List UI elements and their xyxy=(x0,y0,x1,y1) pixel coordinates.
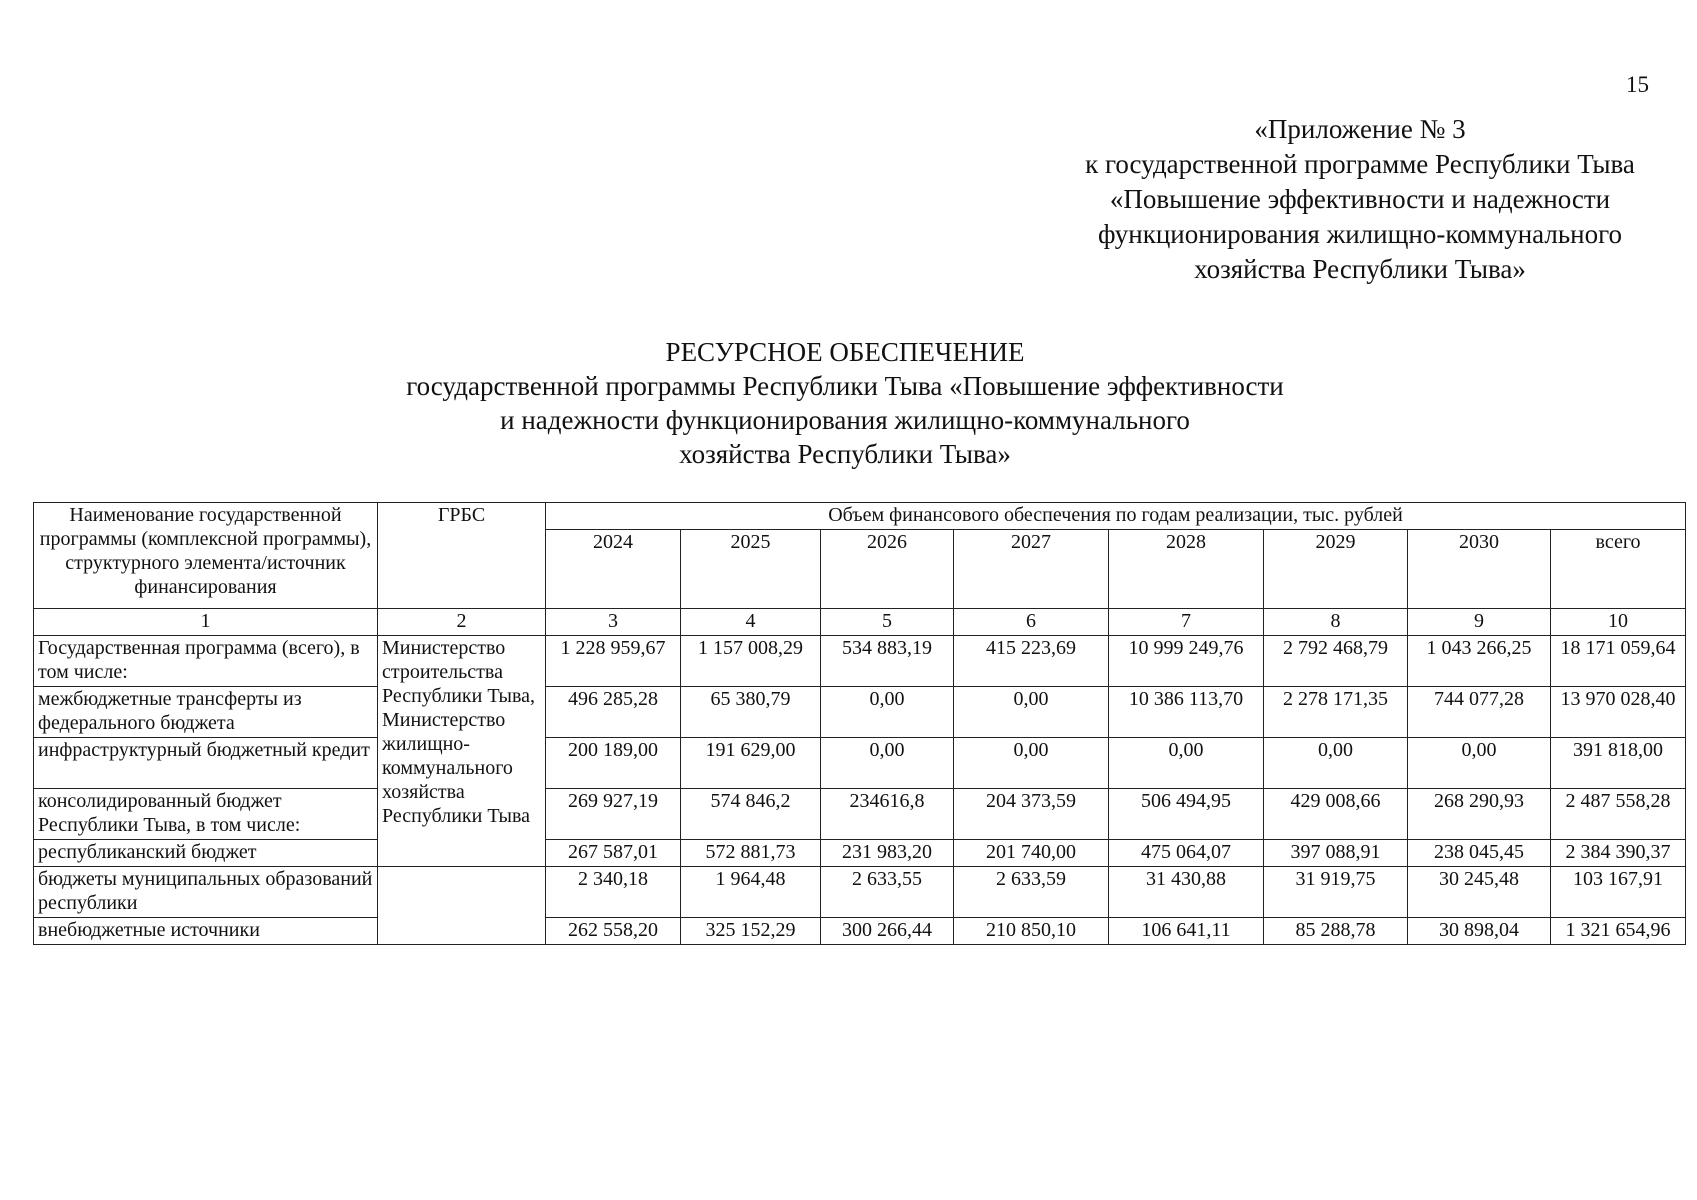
appendix-line: функционирования жилищно-коммунального xyxy=(1097,219,1623,249)
column-number: 8 xyxy=(1264,609,1408,636)
table-row xyxy=(34,636,1686,687)
value-cell: 210 850,10 xyxy=(954,918,1109,945)
column-number: 4 xyxy=(681,609,821,636)
value-cell: 262 558,20 xyxy=(546,918,681,945)
value-cell: 234616,8 xyxy=(821,789,954,840)
value-cell: 1 043 266,25 xyxy=(1408,636,1551,687)
header-name: Наименование государственной программы (комплексной программы), структурного элемента/источник финансирования xyxy=(34,503,378,609)
appendix-line: хозяйства Республики Тыва» xyxy=(1194,254,1526,284)
value-cell: 10 999 249,76 xyxy=(1109,636,1264,687)
value-cell: 31 919,75 xyxy=(1264,867,1408,918)
value-cell: 0,00 xyxy=(954,687,1109,738)
row-name: республиканский бюджет xyxy=(34,840,378,867)
value-cell: 0,00 xyxy=(954,738,1109,789)
value-cell: 267 587,01 xyxy=(546,840,681,867)
value-cell: 506 494,95 xyxy=(1109,789,1264,840)
value-cell: 2 633,59 xyxy=(954,867,1109,918)
value-cell: 429 008,66 xyxy=(1264,789,1408,840)
value-cell: 2 278 171,35 xyxy=(1264,687,1408,738)
value-cell: 238 045,45 xyxy=(1408,840,1551,867)
appendix-line: к государственной программе Республики Тыва xyxy=(1085,149,1635,179)
header-grbs: ГРБС xyxy=(378,503,546,609)
value-cell: 0,00 xyxy=(1264,738,1408,789)
title-line: хозяйства Республики Тыва» xyxy=(679,439,1011,469)
header-year: 2029 xyxy=(1264,530,1408,609)
value-cell: 534 883,19 xyxy=(821,636,954,687)
column-number: 7 xyxy=(1109,609,1264,636)
column-number: 6 xyxy=(954,609,1109,636)
value-cell: 415 223,69 xyxy=(954,636,1109,687)
row-name: консолидированный бюджет Республики Тыва, в том числе: xyxy=(34,789,378,840)
value-cell: 572 881,73 xyxy=(681,840,821,867)
value-cell: 201 740,00 xyxy=(954,840,1109,867)
value-cell: 574 846,2 xyxy=(681,789,821,840)
value-cell: 30 898,04 xyxy=(1408,918,1551,945)
title-line: государственной программы Республики Тыва «Повышение эффективности xyxy=(406,371,1284,401)
value-cell: 2 792 468,79 xyxy=(1264,636,1408,687)
value-cell: 0,00 xyxy=(821,687,954,738)
row-name: бюджеты муниципальных образований республики xyxy=(34,867,378,918)
row-name: инфраструктурный бюджетный кредит xyxy=(34,738,378,789)
total-cell: 2 384 390,37 xyxy=(1551,840,1686,867)
column-number: 9 xyxy=(1408,609,1551,636)
value-cell: 475 064,07 xyxy=(1109,840,1264,867)
header-year: 2024 xyxy=(546,530,681,609)
value-cell: 397 088,91 xyxy=(1264,840,1408,867)
value-cell: 1 964,48 xyxy=(681,867,821,918)
value-cell: 496 285,28 xyxy=(546,687,681,738)
value-cell: 85 288,78 xyxy=(1264,918,1408,945)
grbs-cell: Министерство строительства Республики Тыва, Министерство жилищно-коммунального хозяйства Республики Тыва xyxy=(378,636,546,867)
table-row xyxy=(34,687,1686,738)
value-cell: 0,00 xyxy=(1109,738,1264,789)
value-cell: 31 430,88 xyxy=(1109,867,1264,918)
header-total: всего xyxy=(1551,530,1686,609)
total-cell: 18 171 059,64 xyxy=(1551,636,1686,687)
value-cell: 204 373,59 xyxy=(954,789,1109,840)
appendix-line: «Повышение эффективности и надежности xyxy=(1109,184,1611,214)
table-row xyxy=(34,789,1686,840)
column-number: 10 xyxy=(1551,609,1686,636)
value-cell: 30 245,48 xyxy=(1408,867,1551,918)
total-cell: 391 818,00 xyxy=(1551,738,1686,789)
value-cell: 325 152,29 xyxy=(681,918,821,945)
total-cell: 13 970 028,40 xyxy=(1551,687,1686,738)
row-name: внебюджетные источники xyxy=(34,918,378,945)
grbs-cell-empty xyxy=(378,867,546,945)
value-cell: 0,00 xyxy=(1408,738,1551,789)
header-volume: Объем финансового обеспечения по годам реализации, тыс. рублей xyxy=(546,503,1686,530)
column-number: 5 xyxy=(821,609,954,636)
resource-table xyxy=(33,502,1686,945)
row-name: Государственная программа (всего), в том числе: xyxy=(34,636,378,687)
document-title xyxy=(345,335,1345,471)
table-row xyxy=(34,867,1686,918)
header-year: 2028 xyxy=(1109,530,1264,609)
value-cell: 231 983,20 xyxy=(821,840,954,867)
value-cell: 106 641,11 xyxy=(1109,918,1264,945)
table-row xyxy=(34,840,1686,867)
value-cell: 1 157 008,29 xyxy=(681,636,821,687)
value-cell: 300 266,44 xyxy=(821,918,954,945)
column-number: 1 xyxy=(34,609,378,636)
total-cell: 1 321 654,96 xyxy=(1551,918,1686,945)
value-cell: 269 927,19 xyxy=(546,789,681,840)
appendix-note xyxy=(1040,112,1680,287)
header-year: 2027 xyxy=(954,530,1109,609)
value-cell: 268 290,93 xyxy=(1408,789,1551,840)
value-cell: 65 380,79 xyxy=(681,687,821,738)
header-year: 2025 xyxy=(681,530,821,609)
table-row xyxy=(34,738,1686,789)
value-cell: 0,00 xyxy=(821,738,954,789)
value-cell: 10 386 113,70 xyxy=(1109,687,1264,738)
header-year: 2026 xyxy=(821,530,954,609)
total-cell: 103 167,91 xyxy=(1551,867,1686,918)
value-cell: 200 189,00 xyxy=(546,738,681,789)
page-number: 15 xyxy=(1626,72,1649,97)
value-cell: 1 228 959,67 xyxy=(546,636,681,687)
title-heading: РЕСУРСНОЕ ОБЕСПЕЧЕНИЕ xyxy=(665,337,1025,367)
header-year: 2030 xyxy=(1408,530,1551,609)
appendix-line: «Приложение № 3 xyxy=(1254,114,1466,144)
row-name: межбюджетные трансферты из федерального бюджета xyxy=(34,687,378,738)
value-cell: 191 629,00 xyxy=(681,738,821,789)
value-cell: 744 077,28 xyxy=(1408,687,1551,738)
column-number: 2 xyxy=(378,609,546,636)
title-line: и надежности функционирования жилищно-коммунального xyxy=(500,405,1190,435)
table-row xyxy=(34,918,1686,945)
total-cell: 2 487 558,28 xyxy=(1551,789,1686,840)
value-cell: 2 633,55 xyxy=(821,867,954,918)
value-cell: 2 340,18 xyxy=(546,867,681,918)
column-number: 3 xyxy=(546,609,681,636)
